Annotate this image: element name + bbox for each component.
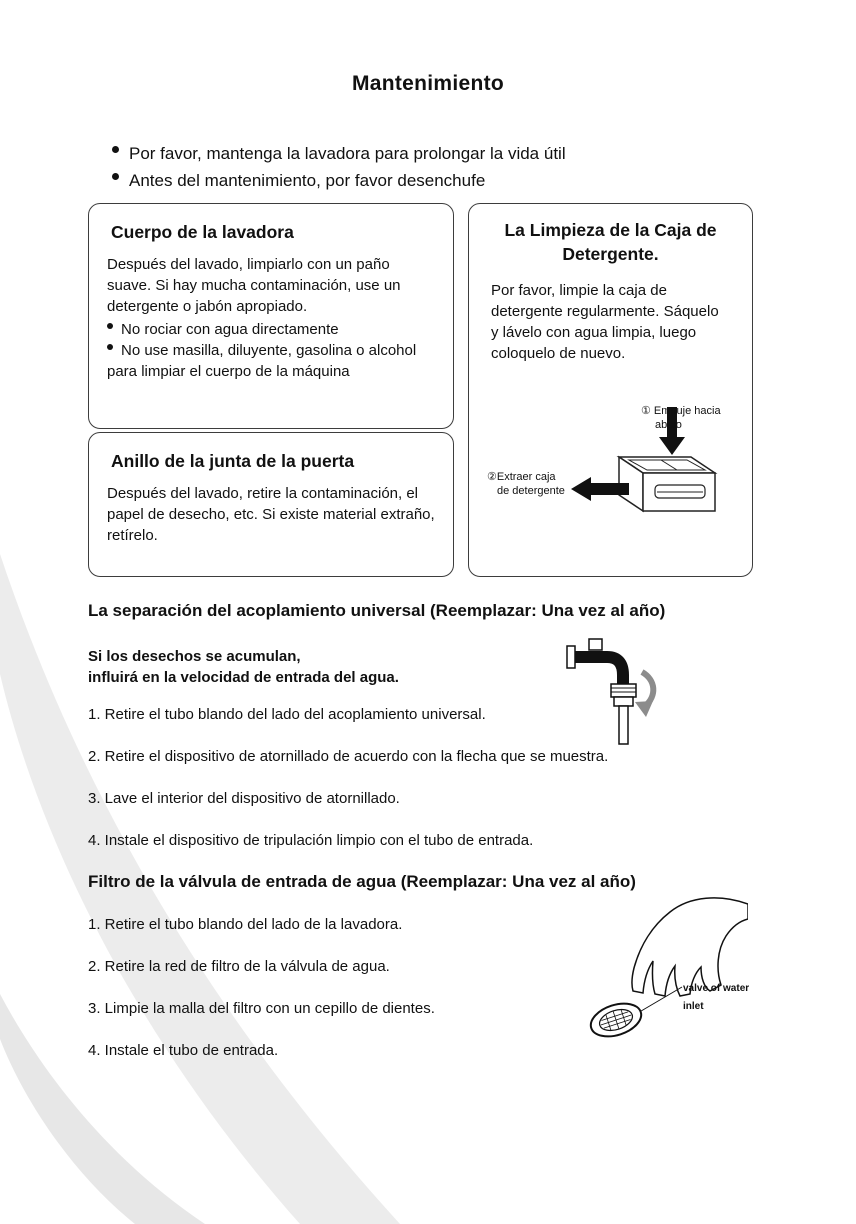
valve-label-line1: valve of water [683, 983, 750, 994]
coupling-step: 4. Instale el dispositivo de tripulación limpio con el tubo de entrada. [88, 832, 534, 849]
washer-body-box-text: Después del lavado, limpiarlo con un paño suave. Si hay mucha contaminación, use un detergente o jabón apropiado. [107, 256, 401, 315]
push-down-label-line2: abajo [655, 419, 682, 431]
push-down-label [641, 404, 741, 432]
detergent-box [468, 203, 753, 577]
washer-body-box-title: Cuerpo de la lavadora [111, 222, 294, 242]
washer-body-bullet [107, 340, 435, 382]
filter-section-heading: Filtro de la válvula de entrada de agua (Reemplazar: Una vez al año) [88, 872, 636, 891]
bullet-text: No rociar con agua directamente [121, 321, 339, 338]
washer-body-box [88, 203, 454, 429]
door-ring-box-title: Anillo de la junta de la puerta [111, 451, 355, 471]
filter-step: 4. Instale el tubo de entrada. [88, 1042, 279, 1059]
detergent-box-title: La Limpieza de la Caja de Detergente. [504, 220, 717, 264]
coupling-section-heading: La separación del acoplamiento universal (Reemplazar: Una vez al año) [88, 601, 666, 620]
intro-bullet-item [112, 144, 566, 164]
coupling-step: 2. Retire el dispositivo de atornillado de acuerdo con la flecha que se muestra. [88, 748, 609, 765]
faucet-diagram [562, 634, 662, 749]
coupling-step: 1. Retire el tubo blando del lado del acoplamiento universal. [88, 706, 486, 723]
filter-step: 2. Retire la red de filtro de la válvula de agua. [88, 958, 390, 975]
bullet-icon [112, 146, 119, 153]
valve-icon [587, 998, 646, 1043]
hand-icon [632, 898, 748, 996]
coupling-warning-line2: influirá en la velocidad de entrada del agua. [88, 669, 399, 686]
push-down-label-line1: ① Empuje hacia [641, 405, 721, 417]
extract-drawer-label [487, 470, 577, 498]
intro-bullet-item [112, 171, 485, 191]
bullet-icon [112, 173, 119, 180]
page-title: Mantenimiento [351, 72, 505, 95]
intro-bullet-text: Por favor, mantenga la lavadora para prolongar la vida útil [129, 144, 566, 163]
door-ring-box [88, 432, 454, 577]
intro-bullet-text: Antes del mantenimiento, por favor desenchufe [129, 171, 486, 190]
coupling-warning-line1: Si los desechos se acumulan, [88, 648, 301, 665]
valve-label-line2: inlet [683, 1001, 704, 1012]
rotate-arrow-icon [642, 672, 653, 706]
extract-drawer-label-line1: ②Extraer caja [487, 471, 556, 483]
bullet-text: No use masilla, diluyente, gasolina o alcohol para limpiar el cuerpo de la máquina [107, 342, 417, 380]
hand-valve-diagram [548, 888, 748, 1053]
extract-drawer-label-line2: de detergente [497, 485, 565, 497]
coupling-step: 3. Lave el interior del dispositivo de atornillado. [88, 790, 400, 807]
bullet-icon [107, 323, 113, 329]
detergent-box-text: Por favor, limpie la caja de detergente regularmente. Sáquelo y lávelo con agua limpia, luego coloquelo de nuevo. [491, 282, 719, 362]
washer-body-bullet [107, 319, 435, 340]
door-ring-box-text: Después del lavado, retire la contaminación, el papel de desecho, etc. Si existe material extraño, retírelo. [107, 485, 435, 544]
filter-step: 3. Limpie la malla del filtro con un cepillo de dientes. [88, 1000, 435, 1017]
coupling-warning [88, 646, 518, 688]
filter-step: 1. Retire el tubo blando del lado de la lavadora. [88, 916, 403, 933]
bullet-icon [107, 344, 113, 350]
